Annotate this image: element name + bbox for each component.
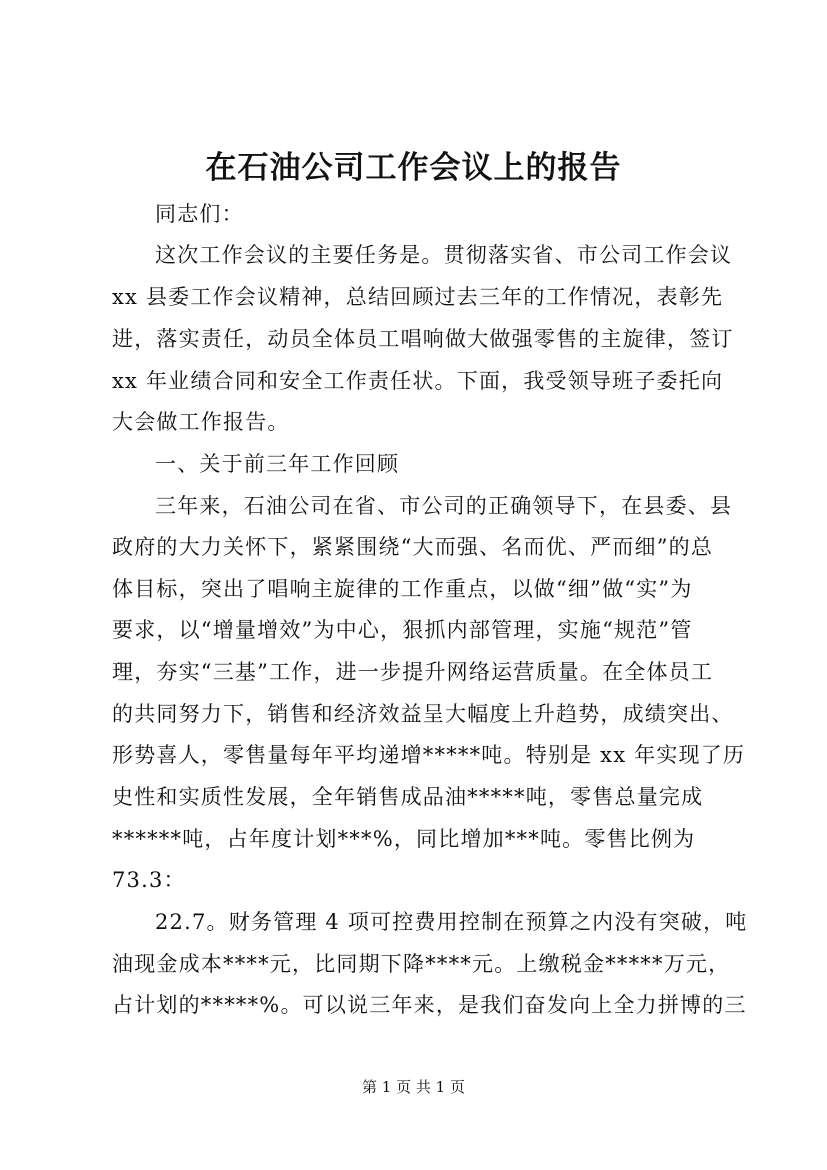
paragraph-line: 占计划的*****%。可以说三年来，是我们奋发向上全力拼博的三 <box>112 993 747 1017</box>
paragraph-line: 要求，以“增量增效”为中心，狠抓内部管理，实施“规范”管 <box>112 618 693 642</box>
paragraph-line: 油现金成本****元，比同期下降****元。上缴税金*****万元， <box>112 952 731 976</box>
salutation: 同志们： <box>155 202 244 226</box>
paragraph-line: 政府的大力关怀下，紧紧围绕“大而强、名而优、严而细”的总 <box>112 535 714 559</box>
paragraph-line: ******吨，占年度计划***%，同比增加***吨。零售比例为 <box>112 827 696 851</box>
paragraph-line: 三年来，石油公司在省、市公司的正确领导下，在县委、县 <box>155 494 733 518</box>
section-heading: 一、关于前三年工作回顾 <box>155 452 400 476</box>
paragraph-line: 的共同努力下，销售和经济效益呈大幅度上升趋势，成绩突出、 <box>112 702 734 726</box>
paragraph-line: xx 县委工作会议精神，总结回顾过去三年的工作情况，表彰先 <box>112 285 724 309</box>
paragraph-line: 22.7。财务管理 4 项可控费用控制在预算之内没有突破，吨 <box>155 910 748 934</box>
paragraph-line: 73.3： <box>112 868 186 892</box>
paragraph-line: 形势喜人，零售量每年平均递增*****吨。特别是 xx 年实现了历 <box>112 743 746 767</box>
paragraph-line: 这次工作会议的主要任务是。贯彻落实省、市公司工作会议 <box>155 243 733 267</box>
paragraph-line: 进，落实责任，动员全体员工唱响做大做强零售的主旋律，签订 <box>112 327 734 351</box>
paragraph-line: xx 年业绩合同和安全工作责任状。下面，我受领导班子委托向 <box>112 369 724 393</box>
page-number-footer: 第 1 页 共 1 页 <box>362 1078 465 1096</box>
paragraph-line: 大会做工作报告。 <box>112 410 290 434</box>
document-title: 在石油公司工作会议上的报告 <box>205 150 622 186</box>
paragraph-line: 史性和实质性发展，全年销售成品油*****吨，零售总量完成 <box>112 785 704 809</box>
paragraph-line: 理，夯实“三基”工作，进一步提升网络运营质量。在全体员工 <box>112 660 714 684</box>
paragraph-line: 体目标，突出了唱响主旋律的工作重点，以做“细”做“实”为 <box>112 577 693 601</box>
